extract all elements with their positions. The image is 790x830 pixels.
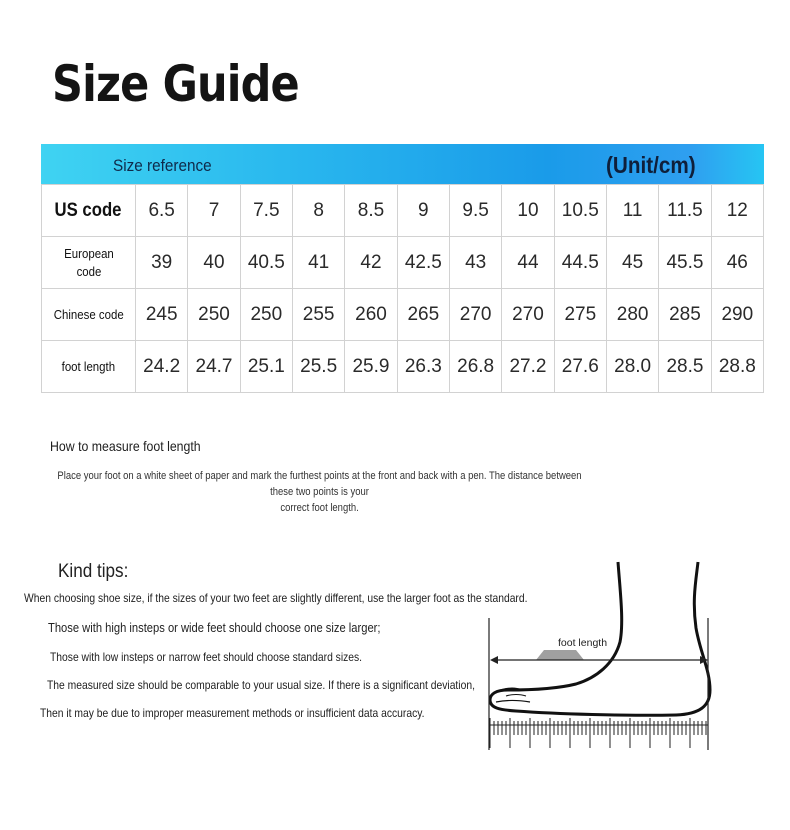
size-cell: 275: [554, 289, 606, 341]
measure-instructions: [12, 468, 627, 516]
tip-item: Then it may be due to improper measurement methods or insufficient data accuracy.: [40, 706, 425, 720]
measure-line-2: correct foot length.: [280, 502, 359, 514]
size-cell: 12: [711, 185, 763, 237]
row-label: [42, 341, 136, 393]
size-cell: 260: [345, 289, 397, 341]
tips-heading: Kind tips:: [58, 561, 129, 582]
row-label: [42, 237, 136, 289]
size-cell: 265: [397, 289, 449, 341]
page-title: Size Guide: [52, 55, 299, 113]
size-cell: 40.5: [240, 237, 292, 289]
size-cell: 8.5: [345, 185, 397, 237]
size-cell: 11: [606, 185, 658, 237]
foot-length-label: foot length: [558, 637, 608, 649]
size-cell: 28.0: [606, 341, 658, 393]
size-cell: 39: [136, 237, 188, 289]
size-cell: 40: [188, 237, 240, 289]
size-cell: 28.8: [711, 341, 763, 393]
size-cell: 41: [292, 237, 344, 289]
tip-item: Those with high insteps or wide feet should choose one size larger;: [48, 620, 381, 635]
table-row: [42, 237, 764, 289]
size-cell: 24.7: [188, 341, 240, 393]
size-cell: 250: [240, 289, 292, 341]
size-cell: 42.5: [397, 237, 449, 289]
size-cell: 24.2: [136, 341, 188, 393]
arrow-left-head: [490, 656, 498, 664]
size-cell: 270: [502, 289, 554, 341]
tip-item: When choosing shoe size, if the sizes of your two feet are slightly different, use the larger foot as the standard.: [24, 591, 528, 605]
toe-line: [506, 695, 526, 697]
ruler: [490, 718, 706, 748]
size-cell: 270: [449, 289, 501, 341]
heel-shadow: [536, 650, 584, 660]
size-cell: 43: [449, 237, 501, 289]
size-grid: [41, 184, 764, 393]
size-cell: 27.6: [554, 341, 606, 393]
row-label: [42, 289, 136, 341]
toe-line: [496, 701, 530, 703]
size-cell: 25.9: [345, 341, 397, 393]
size-cell: 10.5: [554, 185, 606, 237]
size-cell: 26.3: [397, 341, 449, 393]
tip-item: The measured size should be comparable to your usual size. If there is a significant deviation,: [47, 678, 475, 692]
size-cell: 255: [292, 289, 344, 341]
size-cell: 7.5: [240, 185, 292, 237]
measure-line-1: Place your foot on a white sheet of paper and mark the furthest points at the front and back with a pen. The distance between these two points is your: [57, 470, 582, 498]
size-cell: 290: [711, 289, 763, 341]
size-cell: 10: [502, 185, 554, 237]
size-cell: 285: [659, 289, 711, 341]
size-cell: 9: [397, 185, 449, 237]
row-label: [42, 185, 136, 237]
table-row: [42, 289, 764, 341]
unit-label: (Unit/cm): [606, 152, 696, 178]
size-cell: 25.5: [292, 341, 344, 393]
size-cell: 27.2: [502, 341, 554, 393]
size-cell: 42: [345, 237, 397, 289]
size-cell: 7: [188, 185, 240, 237]
size-cell: 6.5: [136, 185, 188, 237]
size-cell: 44: [502, 237, 554, 289]
size-cell: 28.5: [659, 341, 711, 393]
row-label-text: foot length: [61, 358, 116, 374]
row-label-text: US code: [55, 199, 122, 221]
size-cell: 46: [711, 237, 763, 289]
size-cell: 250: [188, 289, 240, 341]
row-label-text: European code: [63, 245, 114, 279]
row-label-text: Chinese code: [53, 306, 124, 322]
size-cell: 8: [292, 185, 344, 237]
size-cell: 11.5: [659, 185, 711, 237]
size-cell: 45.5: [659, 237, 711, 289]
size-cell: 45: [606, 237, 658, 289]
table-row: [42, 341, 764, 393]
tip-item: Those with low insteps or narrow feet should choose standard sizes.: [50, 650, 363, 664]
size-table: [41, 144, 764, 393]
measure-heading: How to measure foot length: [50, 438, 201, 454]
size-cell: 9.5: [449, 185, 501, 237]
size-reference-label: Size reference: [113, 156, 212, 175]
size-cell: 280: [606, 289, 658, 341]
size-cell: 245: [136, 289, 188, 341]
size-cell: 26.8: [449, 341, 501, 393]
size-cell: 44.5: [554, 237, 606, 289]
foot-measurement-diagram: [486, 560, 714, 754]
table-header-bar: [41, 144, 764, 184]
table-row: [42, 185, 764, 237]
size-cell: 25.1: [240, 341, 292, 393]
